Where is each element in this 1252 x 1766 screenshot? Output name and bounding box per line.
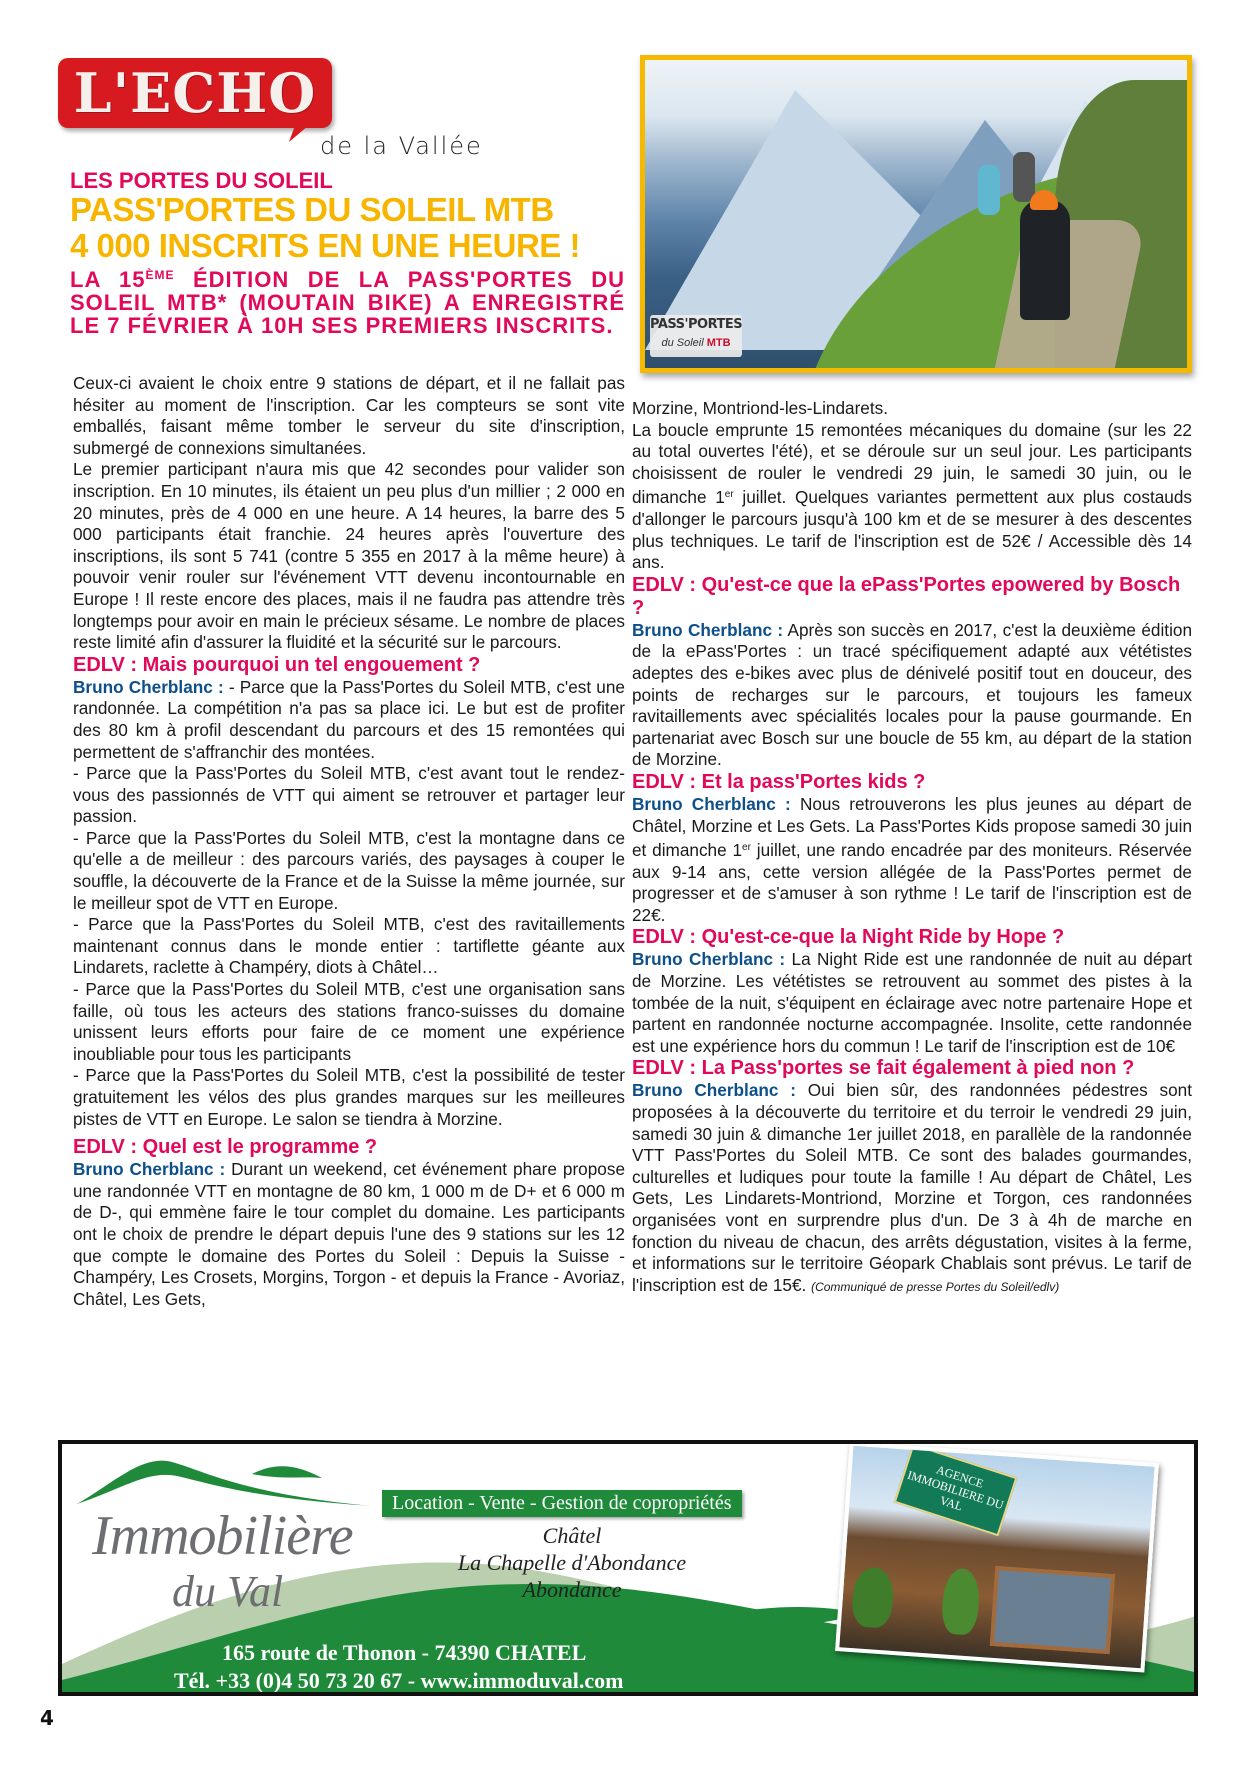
article-column-left <box>73 373 625 1310</box>
paragraph: Ceux-ci avaient le choix entre 9 stations de départ, et il ne fallait pas hésiter au moment de l'inscription. Car les compteurs se sont vite emballés, faisant même tomber le serveur du site d'inscription, submergé de connexions simultanées. <box>73 373 625 458</box>
interview-answer <box>632 794 1192 927</box>
speaker-name: Bruno Cherblanc : <box>632 949 786 970</box>
press-credit: (Communiqué de presse Portes du Soleil/edlv) <box>811 1279 1060 1294</box>
agency-storefront-photo <box>835 1441 1159 1672</box>
interview-answer <box>73 1159 625 1310</box>
interview-answer <box>73 677 625 763</box>
badge-subtitle <box>650 335 742 351</box>
headline-line-1: PASS'PORTES DU SOLEIL MTB <box>70 191 554 228</box>
intro-superscript: ÈME <box>145 268 175 282</box>
page-number: 4 <box>40 1706 54 1730</box>
services-tagline: Location - Vente - Gestion de copropriétés <box>382 1490 742 1517</box>
interview-answer <box>632 1080 1192 1298</box>
answer-bullet: - Parce que la Pass'Portes du Soleil MTB, c'est la possibilité de tester gratuitement les vélos des plus grandes marques sur les meilleures pistes de VTT en Europe. Le salon se tiendra à Morzine. <box>73 1065 625 1129</box>
badge-du-soleil: du Soleil <box>661 337 704 349</box>
passportes-badge <box>650 315 742 357</box>
speaker-name: Bruno Cherblanc : <box>73 676 224 697</box>
interview-question: EDLV : Quel est le programme ? <box>73 1136 378 1159</box>
logo-mountain-swoosh-icon <box>72 1454 372 1510</box>
town: Abondance <box>522 1577 622 1602</box>
article-column-right <box>632 398 1192 1298</box>
cyclist-figure <box>1013 152 1035 202</box>
advertisement-immobiliere-du-val <box>58 1440 1198 1696</box>
speaker-name: Bruno Cherblanc : <box>632 1080 796 1101</box>
answer-text: Après son succès en 2017, c'est la deuxième édition de la ePass'Portes : un tracé spécifiquement adapté aux vététistes adeptes des e-bikes avec plus de dénivelé positif tout en douceur, des points de recharges sur le parcours, et toujours les fameux ravitaillements avec spécialités locales pour la pause gourmande. En partenariat avec Bosch sur une boucle de 55 km, au départ de la station de Morzine. <box>632 619 1193 770</box>
answer-text: juillet, une rando encadrée par des moniteurs. Réservée aux 9-14 ans, cette version allégée de la Pass'Portes permet de progresser et de s'amuser à son rythme ! Le tarif de l'inscription est de 22€. <box>632 840 1192 925</box>
intro-text-rest: ÉDITION DE LA PASS'PORTES DU SOLEIL MTB* (MOUTAIN BIKE) A ENREGISTRÉ LE 7 FÉVRIER À 10H SES PREMIERS INSCRITS. <box>70 267 626 338</box>
logo-subtitle: de la Vallée <box>320 132 483 160</box>
company-name: Immobilière <box>92 1505 353 1567</box>
answer-bullet: - Parce que la Pass'Portes du Soleil MTB, c'est une organisation sans faille, où tous les acteurs des stations franco-suisses du domaine unissent leurs efforts pour faire de ce moment une expérience inoubliable pour tous les participants <box>73 979 625 1064</box>
paragraph-text: La boucle emprunte 15 remontées mécaniques du domaine (sur les 22 au total ouvertes l'été), et se déroule sur un seul jour. Les participants choisissent de rouler le vendredi 29 juin, le samedi 30 juin, ou le dimanche 1 <box>632 419 1192 508</box>
article-intro <box>70 264 625 337</box>
answer-text: Oui bien sûr, des randonnées pédestres sont proposées à la découverte du territoire et du terroir le vendredi 29 juin, samedi 30 juin & dimanche 1er juillet 2018, en parallèle de la randonnée VTT Pass'Portes du Soleil MTB. Ce sont des balades gourmandes, culturelles et ludiques pour toute la famille ! Au départ de Châtel, Les Gets, Les Lindarets-Montriond, Morzine et Torgon, ces randonnées organisées vont en surprendre plus d'un. De 3 à 4h de marche en fonction du niveau de chacun, des arrêts dégustation, visites à la ferme, et informations sur le territoire Géopark Chablais sont prévus. Le tarif de l'inscription est de 15€. <box>632 1080 1193 1295</box>
agency-contact[interactable]: Tél. +33 (0)4 50 73 20 67 - www.immoduval.com <box>174 1668 624 1693</box>
cyclist-figure <box>978 165 1000 215</box>
answer-text: Durant un weekend, cet événement phare propose une randonnée VTT en montagne de 80 km, 1 000 m de D+ et 6 000 m de D-, qui emmène faire le tour complet du domaine. Les participants ont le choix de prendre le départ depuis l'une des 9 stations sur les 12 que compte le domaine des Portes du Soleil : Depuis la Suisse - Champéry, Les Crosets, Morgins, Torgon - et depuis la France - Avoriaz, Châtel, Les Gets, <box>73 1159 625 1309</box>
headline-line-2: 4 000 INSCRITS EN UNE HEURE ! <box>70 227 580 264</box>
interview-answer <box>632 620 1192 771</box>
shrub <box>941 1567 982 1635</box>
interview-question: EDLV : La Pass'portes se fait également à pied non ? <box>632 1057 1135 1080</box>
speaker-name: Bruno Cherblanc : <box>632 793 791 814</box>
answer-bullet: - Parce que la Pass'Portes du Soleil MTB, c'est des ravitaillements maintenant connus dans le monde entier : tartiflette géante aux Lindarets, raclette à Champéry, diots à Châtel… <box>73 914 625 978</box>
answer-text: La Night Ride est une randonnée de nuit au départ de Morzine. Les vététistes se retrouvent au sommet des pistes à la tombée de la nuit, s'équipent en éclairage avec notre partenaire Hope et partent en randonnée nocturne accompagnée. Insolite, cette randonnée est une expérience hors du commun ! Le tarif de l'inscription est de 10€ <box>632 949 1193 1056</box>
agency-sign: AGENCE IMMOBILIERE DU VAL <box>894 1443 1018 1536</box>
helmet <box>1030 190 1058 210</box>
section-kicker: LES PORTES DU SOLEIL <box>70 168 333 193</box>
masthead-logo <box>58 58 498 158</box>
superscript: er <box>742 842 751 854</box>
speaker-name: Bruno Cherblanc : <box>632 619 784 640</box>
interview-question: EDLV : Qu'est-ce-que la Night Ride by Hope ? <box>632 926 1065 949</box>
answer-bullet: - Parce que la Pass'Portes du Soleil MTB, c'est avant tout le rendez-vous des passionnés de VTT qui aiment se retrouver et partager leur passion. <box>73 763 625 827</box>
mtb-photo <box>640 55 1192 373</box>
speaker-name: Bruno Cherblanc : <box>73 1159 226 1180</box>
superscript: er <box>724 489 734 501</box>
shop-window <box>990 1566 1115 1654</box>
paragraph: Le premier participant n'aura mis que 42 secondes pour valider son inscription. En 10 minutes, ils étaient un peu plus d'un millier ; 2 000 en 20 minutes, près de 4 000 en une heure. A 14 heures, la barre des 5 000 participants était franchie. 24 heures après l'ouverture des inscriptions, ils sont 5 741 (contre 5 355 en 2017 à la même heure) à pouvoir venir rouler sur l'événement VTT devenu incontournable en Europe ! Il reste encore des places, mais il ne faudra pas attendre très longtemps pour avoir en main le précieux sésame. Le nombre de places reste limité afin d'assurer la fluidité et la sécurité sur le parcours. <box>73 459 625 653</box>
answer-bullet: - Parce que la Pass'Portes du Soleil MTB, c'est la montagne dans ce qu'elle a de meilleur : des parcours variés, des paysages à couper le souffle, la découverte de la France et de la Suisse la même journée, sur le meilleur spot de VTT en Europe. <box>73 827 625 913</box>
answer-text: Nous retrouverons les plus jeunes au départ de Châtel, Morzine et Les Gets. La Pass'Portes Kids propose samedi 30 juin et dimanche 1 <box>632 793 1192 861</box>
paragraph <box>632 420 1192 574</box>
shrub <box>851 1566 895 1629</box>
paragraph: Morzine, Montriond-les-Lindarets. <box>632 398 889 418</box>
town: La Chapelle d'Abondance <box>457 1550 687 1575</box>
logo-title: L'ECHO <box>73 61 317 125</box>
interview-question: EDLV : Qu'est-ce que la ePass'Portes epowered by Bosch ? <box>632 573 1181 619</box>
badge-mtb: MTB <box>706 337 731 349</box>
cyclist-figure <box>1020 200 1070 320</box>
interview-question: EDLV : Mais pourquoi un tel engouement ? <box>73 653 481 676</box>
article-headline <box>70 192 630 264</box>
paragraph-text: juillet. Quelques variantes permettent aux plus costauds d'allonger le parcours jusqu'à 100 km et de se mesurer à des descentes plus techniques. Le tarif de l'inscription est de 52€ / Accessible dès 14 ans. <box>632 487 1192 573</box>
agency-address: 165 route de Thonon - 74390 CHATEL <box>222 1640 587 1665</box>
town-list <box>442 1522 702 1603</box>
interview-answer <box>632 949 1192 1057</box>
town: Châtel <box>542 1523 602 1548</box>
interview-question: EDLV : Et la pass'Portes kids ? <box>632 770 926 793</box>
intro-text: LA 15 <box>70 267 146 292</box>
badge-title: PASS'PORTES <box>650 317 743 332</box>
company-name-suffix: du Val <box>172 1567 284 1616</box>
answer-text: - Parce que la Pass'Portes du Soleil MTB, c'est une randonnée. La compétition n'a pas sa place ici. Le but est de profiter des 80 km à profil descendant du parcours et des 15 remontées qui permettent de s'affranchir des montées. <box>73 676 625 762</box>
